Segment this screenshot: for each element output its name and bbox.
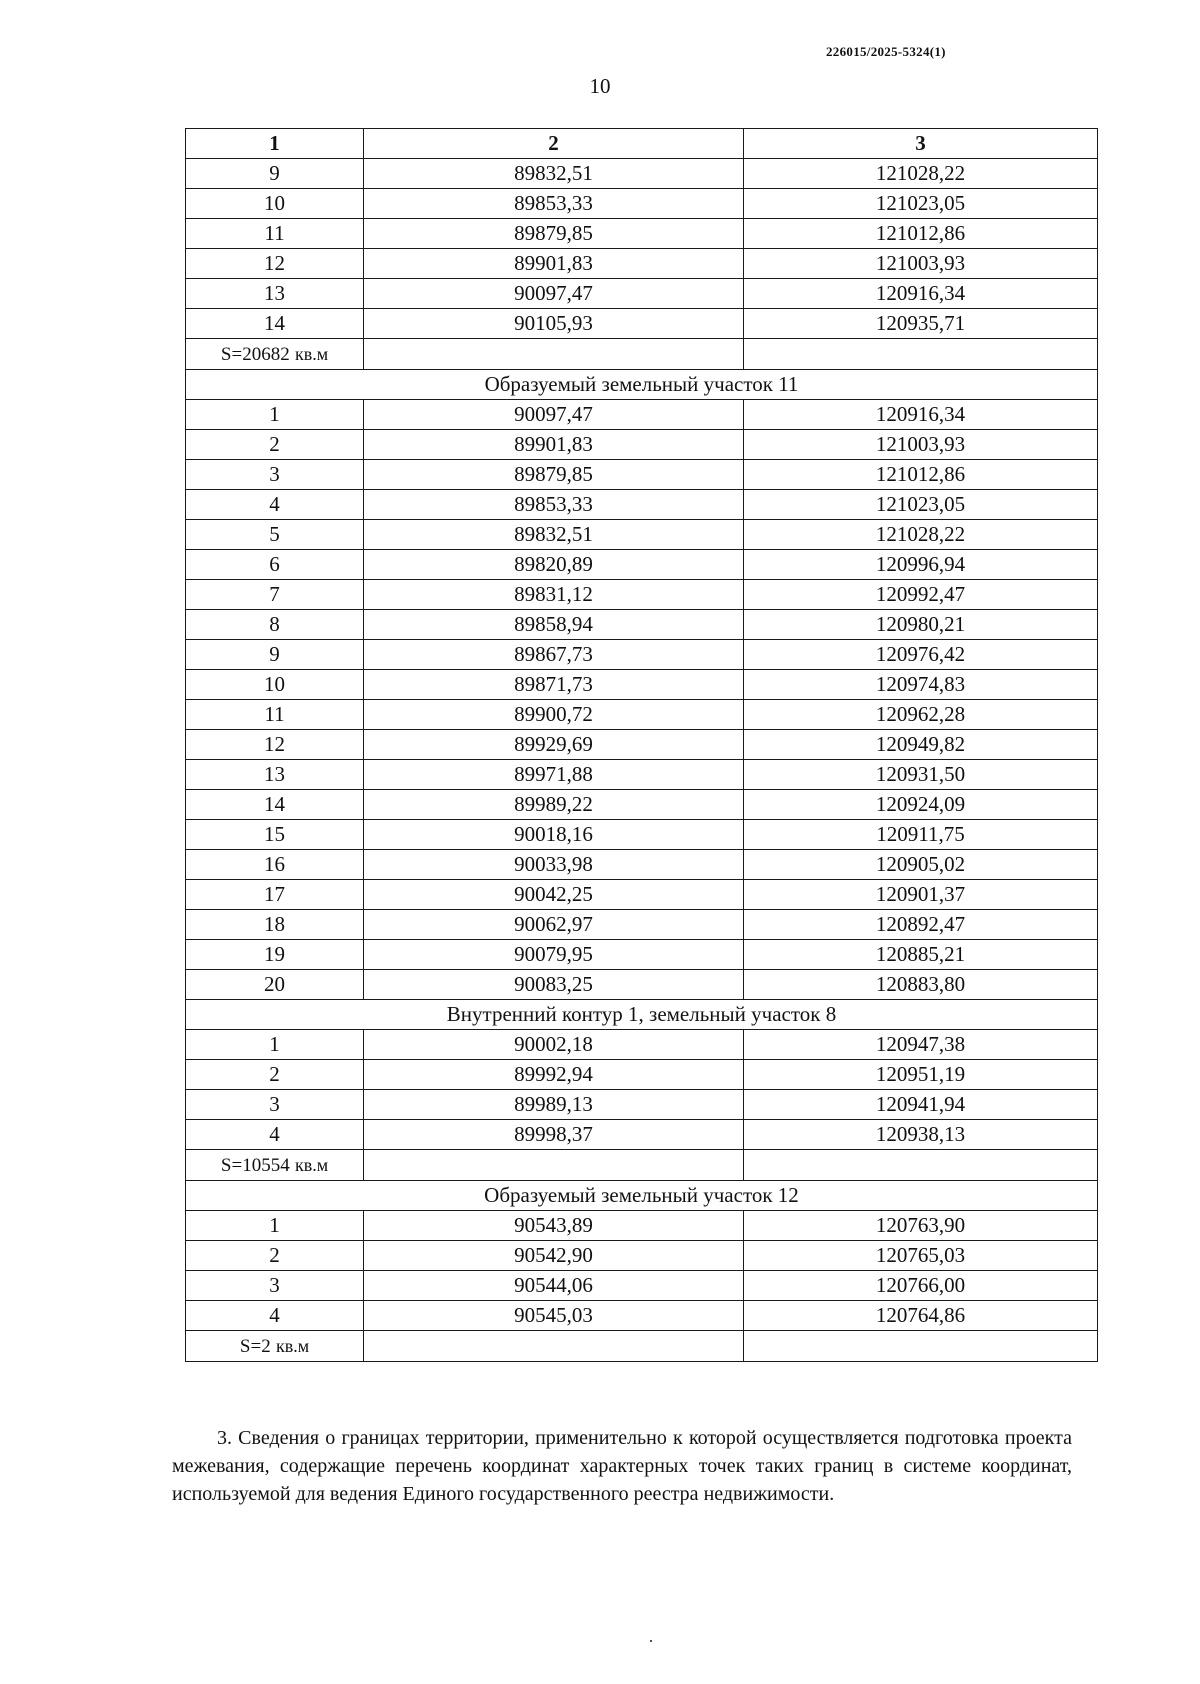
area-value: S=20682: [220, 344, 290, 365]
y-coordinate-cell: 120885,21: [744, 940, 1098, 970]
y-coordinate-cell: 120916,34: [744, 279, 1098, 309]
y-coordinate-cell: 121023,05: [744, 189, 1098, 219]
point-number-cell: 14: [186, 790, 364, 820]
point-number-cell: 11: [186, 700, 364, 730]
x-coordinate-cell: 90083,25: [364, 970, 744, 1000]
y-coordinate-cell: 120901,37: [744, 880, 1098, 910]
y-coordinate-cell: 120931,50: [744, 760, 1098, 790]
x-coordinate-cell: 89998,37: [364, 1120, 744, 1150]
area-unit: кв.м: [294, 1155, 329, 1175]
point-number-cell: 15: [186, 820, 364, 850]
x-coordinate-cell: 90544,06: [364, 1271, 744, 1301]
area-unit: кв.м: [275, 1336, 310, 1356]
table-row: [186, 670, 1098, 700]
x-coordinate-cell: 89901,83: [364, 430, 744, 460]
table-row: [186, 1211, 1098, 1241]
x-coordinate-cell: 90002,18: [364, 1030, 744, 1060]
x-coordinate-cell: 89858,94: [364, 610, 744, 640]
y-coordinate-cell: 120980,21: [744, 610, 1098, 640]
empty-cell: [364, 1331, 744, 1362]
point-number-cell: 12: [186, 249, 364, 279]
area-value: S=10554: [220, 1155, 290, 1176]
y-coordinate-cell: 120924,09: [744, 790, 1098, 820]
point-number-cell: 12: [186, 730, 364, 760]
column-header-1: 1: [186, 129, 364, 159]
table-row: [186, 159, 1098, 189]
area-cell: [186, 339, 364, 370]
y-coordinate-cell: 121003,93: [744, 249, 1098, 279]
point-number-cell: 2: [186, 1241, 364, 1271]
table-row: [186, 760, 1098, 790]
point-number-cell: 4: [186, 490, 364, 520]
y-coordinate-cell: 120947,38: [744, 1030, 1098, 1060]
x-coordinate-cell: 89901,83: [364, 249, 744, 279]
point-number-cell: 2: [186, 430, 364, 460]
point-number-cell: 9: [186, 159, 364, 189]
y-coordinate-cell: 120949,82: [744, 730, 1098, 760]
table-row: [186, 880, 1098, 910]
y-coordinate-cell: 121023,05: [744, 490, 1098, 520]
point-number-cell: 20: [186, 970, 364, 1000]
table-row: [186, 189, 1098, 219]
x-coordinate-cell: 89879,85: [364, 219, 744, 249]
table-row: [186, 910, 1098, 940]
y-coordinate-cell: 120883,80: [744, 970, 1098, 1000]
point-number-cell: 1: [186, 1030, 364, 1060]
y-coordinate-cell: 120766,00: [744, 1271, 1098, 1301]
point-number-cell: 4: [186, 1301, 364, 1331]
point-number-cell: 16: [186, 850, 364, 880]
x-coordinate-cell: 90079,95: [364, 940, 744, 970]
y-coordinate-cell: 120974,83: [744, 670, 1098, 700]
table-row: [186, 820, 1098, 850]
y-coordinate-cell: 120941,94: [744, 1090, 1098, 1120]
y-coordinate-cell: 121028,22: [744, 159, 1098, 189]
section-3-paragraph: 3. Сведения о границах территории, применительно к которой осуществляется подготовка проекта межевания, содержащие перечень координат характерных точек таких границ в системе координат, используемой для ведения Единого государственного реестра недвижимости.: [172, 1427, 1072, 1505]
y-coordinate-cell: 120916,34: [744, 400, 1098, 430]
coordinates-table: [185, 128, 1098, 1362]
x-coordinate-cell: 89989,22: [364, 790, 744, 820]
point-number-cell: 8: [186, 610, 364, 640]
x-coordinate-cell: 89871,73: [364, 670, 744, 700]
y-coordinate-cell: 120765,03: [744, 1241, 1098, 1271]
point-number-cell: 14: [186, 309, 364, 339]
table-row: [186, 970, 1098, 1000]
empty-cell: [744, 1331, 1098, 1362]
empty-cell: [364, 1150, 744, 1181]
empty-cell: [744, 339, 1098, 370]
point-number-cell: 1: [186, 1211, 364, 1241]
x-coordinate-cell: 90062,97: [364, 910, 744, 940]
table-row: [186, 249, 1098, 279]
x-coordinate-cell: 90545,03: [364, 1301, 744, 1331]
y-coordinate-cell: 120935,71: [744, 309, 1098, 339]
point-number-cell: 10: [186, 670, 364, 700]
table-row: [186, 520, 1098, 550]
point-number-cell: 6: [186, 550, 364, 580]
coordinates-table-body: [186, 129, 1098, 1362]
y-coordinate-cell: 121003,93: [744, 430, 1098, 460]
x-coordinate-cell: 90097,47: [364, 279, 744, 309]
x-coordinate-cell: 89853,33: [364, 490, 744, 520]
x-coordinate-cell: 89820,89: [364, 550, 744, 580]
table-row: [186, 610, 1098, 640]
x-coordinate-cell: 90033,98: [364, 850, 744, 880]
x-coordinate-cell: 89831,12: [364, 580, 744, 610]
area-row: [186, 1150, 1098, 1181]
x-coordinate-cell: 90097,47: [364, 400, 744, 430]
x-coordinate-cell: 89989,13: [364, 1090, 744, 1120]
table-row: [186, 1060, 1098, 1090]
y-coordinate-cell: 120992,47: [744, 580, 1098, 610]
x-coordinate-cell: 90542,90: [364, 1241, 744, 1271]
table-row: [186, 430, 1098, 460]
table-row: [186, 1120, 1098, 1150]
table-row: [186, 1241, 1098, 1271]
point-number-cell: 9: [186, 640, 364, 670]
area-cell: [186, 1150, 364, 1181]
table-row: [186, 640, 1098, 670]
x-coordinate-cell: 90543,89: [364, 1211, 744, 1241]
table-row: [186, 1090, 1098, 1120]
x-coordinate-cell: 90105,93: [364, 309, 744, 339]
x-coordinate-cell: 89929,69: [364, 730, 744, 760]
area-value: S=2: [239, 1336, 271, 1357]
table-row: [186, 460, 1098, 490]
table-row: [186, 940, 1098, 970]
table-header-row: [186, 129, 1098, 159]
page-number: 10: [589, 74, 611, 98]
section-title: Внутренний контур 1, земельный участок 8: [186, 1000, 1098, 1030]
section-title-row: [186, 1000, 1098, 1030]
point-number-cell: 1: [186, 400, 364, 430]
y-coordinate-cell: 121028,22: [744, 520, 1098, 550]
table-row: [186, 219, 1098, 249]
point-number-cell: 11: [186, 219, 364, 249]
table-row: [186, 1030, 1098, 1060]
y-coordinate-cell: 120962,28: [744, 700, 1098, 730]
y-coordinate-cell: 120763,90: [744, 1211, 1098, 1241]
x-coordinate-cell: 89853,33: [364, 189, 744, 219]
table-row: [186, 309, 1098, 339]
x-coordinate-cell: 89832,51: [364, 159, 744, 189]
section-title: Образуемый земельный участок 12: [186, 1181, 1098, 1211]
column-header-2: 2: [364, 129, 744, 159]
empty-cell: [364, 339, 744, 370]
document-number: 226015/2025-5324(1): [826, 44, 946, 59]
x-coordinate-cell: 89900,72: [364, 700, 744, 730]
x-coordinate-cell: 90018,16: [364, 820, 744, 850]
point-number-cell: 3: [186, 1271, 364, 1301]
y-coordinate-cell: 121012,86: [744, 460, 1098, 490]
x-coordinate-cell: 89879,85: [364, 460, 744, 490]
x-coordinate-cell: 90042,25: [364, 880, 744, 910]
x-coordinate-cell: 89992,94: [364, 1060, 744, 1090]
y-coordinate-cell: 121012,86: [744, 219, 1098, 249]
scan-speck: [650, 1640, 652, 1642]
table-row: [186, 790, 1098, 820]
point-number-cell: 18: [186, 910, 364, 940]
y-coordinate-cell: 120911,75: [744, 820, 1098, 850]
table-row: [186, 1271, 1098, 1301]
area-cell: [186, 1331, 364, 1362]
y-coordinate-cell: 120764,86: [744, 1301, 1098, 1331]
table-row: [186, 550, 1098, 580]
x-coordinate-cell: 89832,51: [364, 520, 744, 550]
point-number-cell: 3: [186, 460, 364, 490]
table-row: [186, 850, 1098, 880]
y-coordinate-cell: 120892,47: [744, 910, 1098, 940]
table-row: [186, 580, 1098, 610]
y-coordinate-cell: 120938,13: [744, 1120, 1098, 1150]
y-coordinate-cell: 120951,19: [744, 1060, 1098, 1090]
point-number-cell: 7: [186, 580, 364, 610]
point-number-cell: 3: [186, 1090, 364, 1120]
y-coordinate-cell: 120996,94: [744, 550, 1098, 580]
table-row: [186, 700, 1098, 730]
y-coordinate-cell: 120976,42: [744, 640, 1098, 670]
table-row: [186, 279, 1098, 309]
area-unit: кв.м: [294, 344, 329, 364]
point-number-cell: 13: [186, 279, 364, 309]
area-row: [186, 339, 1098, 370]
point-number-cell: 5: [186, 520, 364, 550]
y-coordinate-cell: 120905,02: [744, 850, 1098, 880]
table-row: [186, 400, 1098, 430]
table-row: [186, 490, 1098, 520]
table-row: [186, 730, 1098, 760]
point-number-cell: 19: [186, 940, 364, 970]
section-title: Образуемый земельный участок 11: [186, 370, 1098, 400]
point-number-cell: 4: [186, 1120, 364, 1150]
table-row: [186, 1301, 1098, 1331]
section-title-row: [186, 370, 1098, 400]
point-number-cell: 10: [186, 189, 364, 219]
point-number-cell: 13: [186, 760, 364, 790]
section-title-row: [186, 1181, 1098, 1211]
area-row: [186, 1331, 1098, 1362]
x-coordinate-cell: 89971,88: [364, 760, 744, 790]
column-header-3: 3: [744, 129, 1098, 159]
empty-cell: [744, 1150, 1098, 1181]
point-number-cell: 2: [186, 1060, 364, 1090]
point-number-cell: 17: [186, 880, 364, 910]
x-coordinate-cell: 89867,73: [364, 640, 744, 670]
